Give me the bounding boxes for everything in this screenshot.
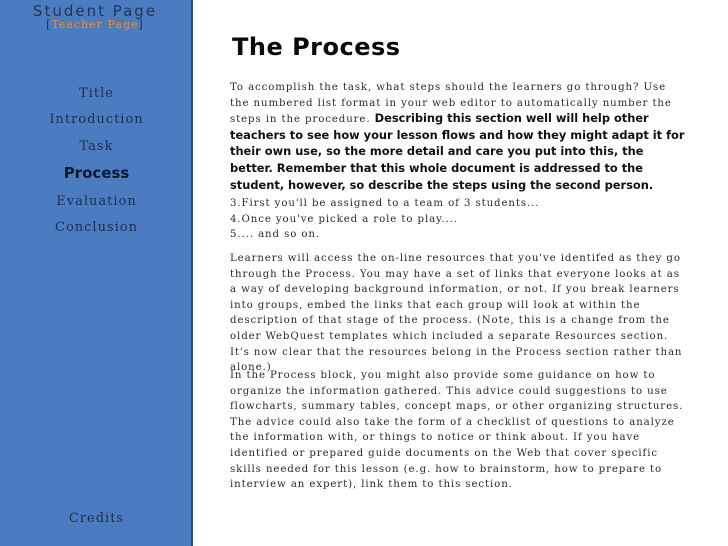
page-title: The Process xyxy=(232,33,401,61)
sidebar xyxy=(0,0,193,546)
step-item: 4.Once you've picked a role to play.... xyxy=(230,213,458,225)
step-item: 3.First you'll be assigned to a team of 3 students... xyxy=(230,198,540,209)
steps-list xyxy=(230,196,685,243)
brand-block xyxy=(0,0,190,31)
organize-paragraph: In the Process block, you might also provide some guidance on how to organize the information gathered. This advice could suggestions to use flowcharts, summary tables, concept maps, or other organizing structures. The advice could also take the form of a checklist of questions to analyze the information with, or things to notice or think about. If you have identified or prepared guide documents on the Web that cover specific skills needed for this lesson (e.g. how to brainstorm, how to prepare to interview an expert), link them to this section. xyxy=(230,370,684,491)
nav-title[interactable]: Title xyxy=(79,86,114,101)
bracket-close: ] xyxy=(138,18,144,31)
nav-evaluation[interactable]: Evaluation xyxy=(56,194,137,209)
resources-paragraph: Learners will access the on-line resources that you've identifed as they go through the Process. You may have a set of links that everyone looks at as a way of developing background information, or not. If you break learners into groups, embed the links that each group will look at within the description of that stage of the process. (Note, this is a change from the older WebQuest templates which included a separate Resources section. It's now clear that the resources belong in the Process section rather than alone.) xyxy=(230,253,683,374)
intro-plain: To accomplish the task, what steps should the learners go through? Use the numbered list format in your web editor to automatically number the steps in the procedure. xyxy=(230,82,672,126)
nav-process[interactable]: Process xyxy=(63,164,130,182)
nav-conclusion[interactable]: Conclusion xyxy=(55,220,138,235)
nav-task[interactable]: Task xyxy=(79,139,114,154)
nav-credits[interactable]: Credits xyxy=(68,511,125,526)
step-item: 5.... and so on. xyxy=(230,229,321,241)
brand-title: Student Page xyxy=(32,2,158,20)
intro-bold: Describing this section well will help other teachers to see how your lesson flows and how they might adapt it for their own use, so the more detail and care you put into this, the better. Remember that this whole document is addressed to the student, however, so describe the steps using the second person. xyxy=(230,111,685,192)
teacher-page-link[interactable]: Teacher Page xyxy=(51,18,139,31)
nav-introduction[interactable]: Introduction xyxy=(49,112,144,127)
intro-paragraph xyxy=(230,80,685,194)
bracket-open: [ xyxy=(46,18,52,31)
teacher-page-line xyxy=(0,18,190,31)
